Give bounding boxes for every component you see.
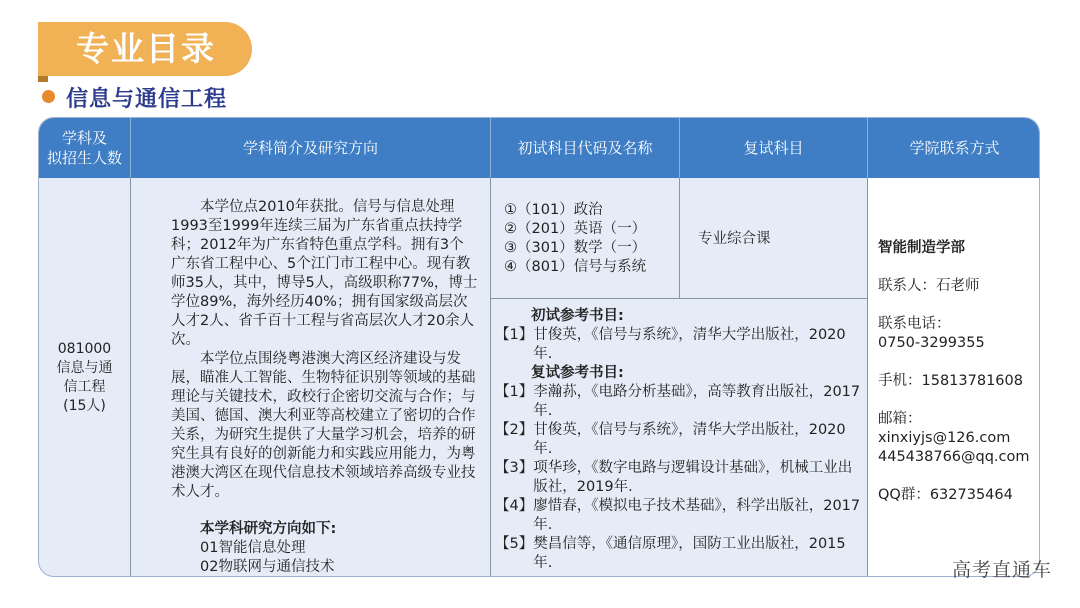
catalog-table [38,117,1040,577]
contact-phone: 0750-3299355 [878,335,985,351]
exam-item: ①（101）政治 [504,202,603,218]
contact-email-label: 邮箱： [878,411,922,427]
ref-text: 樊昌信等，《通信原理》，国防工业出版社，2015年. [533,536,846,571]
ref-text: 廖惜春，《模拟电子技术基础》，科学出版社，2017年. [533,498,861,533]
contact-phone-label: 联系电话： [878,316,951,332]
ref-number: 【4】 [495,498,534,514]
ref-item [495,326,861,364]
section-title: 信息与通信工程 [66,87,228,112]
subject-code: 081000 [57,341,112,357]
ref-item [495,421,861,459]
references-cell [491,299,868,577]
direction-item: 01智能信息处理 [200,540,306,556]
ref-text: 甘俊英，《信号与系统》，清华大学出版社，2020年. [533,422,846,457]
directions-title: 本学科研究方向如下: [200,521,337,537]
exam-item: ②（201）英语（一） [504,221,647,237]
intro-paragraph-1: 本学位点2010年获批。信号与信息处理1993至1999年连续三届为广东省重点扶持学科；2012年为广东省特色重点学科。拥有3个广东省工程中心、5个江门市工程中心。现有教师35人，其中，博导5人，高级职称77%，博士学位89%，海外经历40%；拥有国家级高层次人才2人、省千百十工程与省高层次人才20余人次。 [171,199,478,348]
col-header-retest: 复试科目 [680,118,868,178]
initial-ref-title: 初试参考书目: [531,308,624,324]
col-header-subject: 学科及 拟招生人数 [39,118,131,178]
ref-number: 【2】 [495,422,534,438]
subject-name-line2: 信工程 [63,379,106,395]
direction-item: 02物联网与通信技术 [200,559,335,575]
enroll-count: (15人) [63,398,106,414]
ref-number: 【5】 [495,536,534,552]
ref-text: 甘俊英，《信号与系统》，清华大学出版社，2020年. [533,327,846,362]
retest-cell [680,178,868,298]
ref-item [495,497,861,535]
ref-item [495,459,861,497]
retest-subject: 专业综合课 [698,231,771,247]
contact-qq: QQ群：632735464 [878,487,1013,503]
exam-cell [491,178,680,298]
col-header-intro: 学科简介及研究方向 [131,118,491,178]
intro-paragraph-2: 本学位点围绕粤港澳大湾区经济建设与发展，瞄准人工智能、生物特征识别等领域的基础理论与关键技术，政校行企密切交流与合作；与美国、德国、澳大利亚等高校建立了密切的合作关系，为研究生提供了大量学习机会，培养的研究生具有良好的创新能力和实践应用能力，为粤港澳大湾区在现代信息技术领域培养高级专业技术人才。 [171,351,476,500]
exam-item: ④（801）信号与系统 [504,259,647,275]
ref-item [495,535,861,573]
contact-email: xinxiyjs@126.com [878,430,1011,446]
watermark: 高考直通车 [951,559,1052,581]
intro-cell [131,178,491,577]
col-header-contact: 学院联系方式 [868,118,1040,178]
section-bullet-icon [42,90,55,103]
ref-text: 李瀚荪，《电路分析基础》，高等教育出版社，2017年. [533,384,861,419]
subject-name-line1: 信息与通 [56,360,113,376]
retest-ref-title: 复试参考书目: [531,365,624,381]
contact-email: 445438766@qq.com [878,449,1030,465]
contact-dept: 智能制造学部 [878,240,965,256]
exam-item: ③（301）数学（一） [504,240,647,256]
col-header-exam: 初试科目代码及名称 [491,118,680,178]
contact-person: 联系人：石老师 [878,278,980,294]
contact-mobile: 手机：15813781608 [878,373,1023,389]
ref-item [495,383,861,421]
ref-text: 项华珍，《数字电路与逻辑设计基础》，机械工业出版社，2019年. [533,460,853,495]
page-title: 专业目录 [76,29,216,68]
ref-number: 【3】 [495,460,534,476]
banner-fold [38,76,48,82]
ref-number: 【1】 [495,327,534,343]
subject-cell [39,178,131,577]
contact-cell [868,178,1040,577]
ref-number: 【1】 [495,384,534,400]
